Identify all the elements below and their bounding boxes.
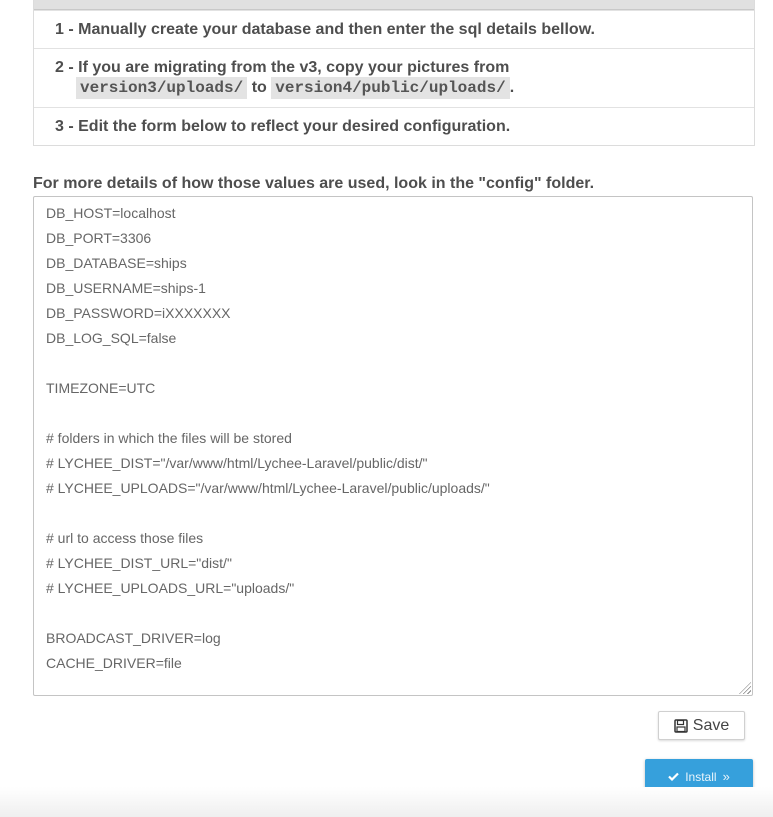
config-line: # LYCHEE_DIST_URL="dist/" <box>46 555 232 571</box>
config-line: DB_USERNAME=ships-1 <box>46 280 206 296</box>
config-line: # LYCHEE_UPLOADS_URL="uploads/" <box>46 580 295 596</box>
check-icon <box>668 772 679 781</box>
code-source-path: version3/uploads/ <box>76 77 247 99</box>
save-label: Save <box>692 716 730 734</box>
step-2-connector: to <box>251 79 267 96</box>
config-line: DB_HOST=localhost <box>46 205 176 221</box>
code-destination-path: version4/public/uploads/ <box>271 77 509 99</box>
config-line <box>46 501 490 526</box>
step-2-text: 2 - If you are migrating from the v3, copy your pictures from <box>55 59 510 76</box>
step-1 <box>34 10 754 48</box>
save-button[interactable] <box>658 711 745 740</box>
config-line: # LYCHEE_UPLOADS="/var/www/html/Lychee-Laravel/public/uploads/" <box>46 480 490 496</box>
install-label: Install <box>685 769 717 784</box>
config-line: DB_PASSWORD=iXXXXXXX <box>46 305 231 321</box>
config-details-label: For more details of how those values are used, look in the "config" folder. <box>33 175 595 192</box>
config-line <box>46 351 490 376</box>
install-steps-panel <box>33 0 755 146</box>
floppy-disk-icon <box>674 719 688 733</box>
step-2 <box>34 48 754 107</box>
config-line: TIMEZONE=UTC <box>46 380 156 396</box>
config-line: BROADCAST_DRIVER=log <box>46 630 221 646</box>
step-2-end: . <box>509 79 515 96</box>
textarea-resize-handle[interactable] <box>739 682 751 694</box>
config-lines <box>46 201 490 676</box>
config-line: # folders in which the files will be stored <box>46 430 292 446</box>
step-3 <box>34 107 754 145</box>
page-footer-fade <box>0 787 773 817</box>
double-chevron-right-icon: » <box>722 769 730 784</box>
step-3-text: 3 - Edit the form below to reflect your desired configuration. <box>55 118 511 135</box>
step-1-text: 1 - Manually create your database and then enter the sql details bellow. <box>55 21 595 38</box>
config-line: # LYCHEE_DIST="/var/www/html/Lychee-Laravel/public/dist/" <box>46 455 428 471</box>
config-line: DB_DATABASE=ships <box>46 255 187 271</box>
config-line <box>46 401 490 426</box>
config-line <box>46 601 490 626</box>
config-textarea[interactable] <box>33 196 753 696</box>
config-line: # url to access those files <box>46 530 204 546</box>
config-line: DB_PORT=3306 <box>46 230 152 246</box>
config-line: CACHE_DRIVER=file <box>46 655 182 671</box>
config-line: DB_LOG_SQL=false <box>46 330 177 346</box>
steps-panel-header <box>34 0 754 10</box>
